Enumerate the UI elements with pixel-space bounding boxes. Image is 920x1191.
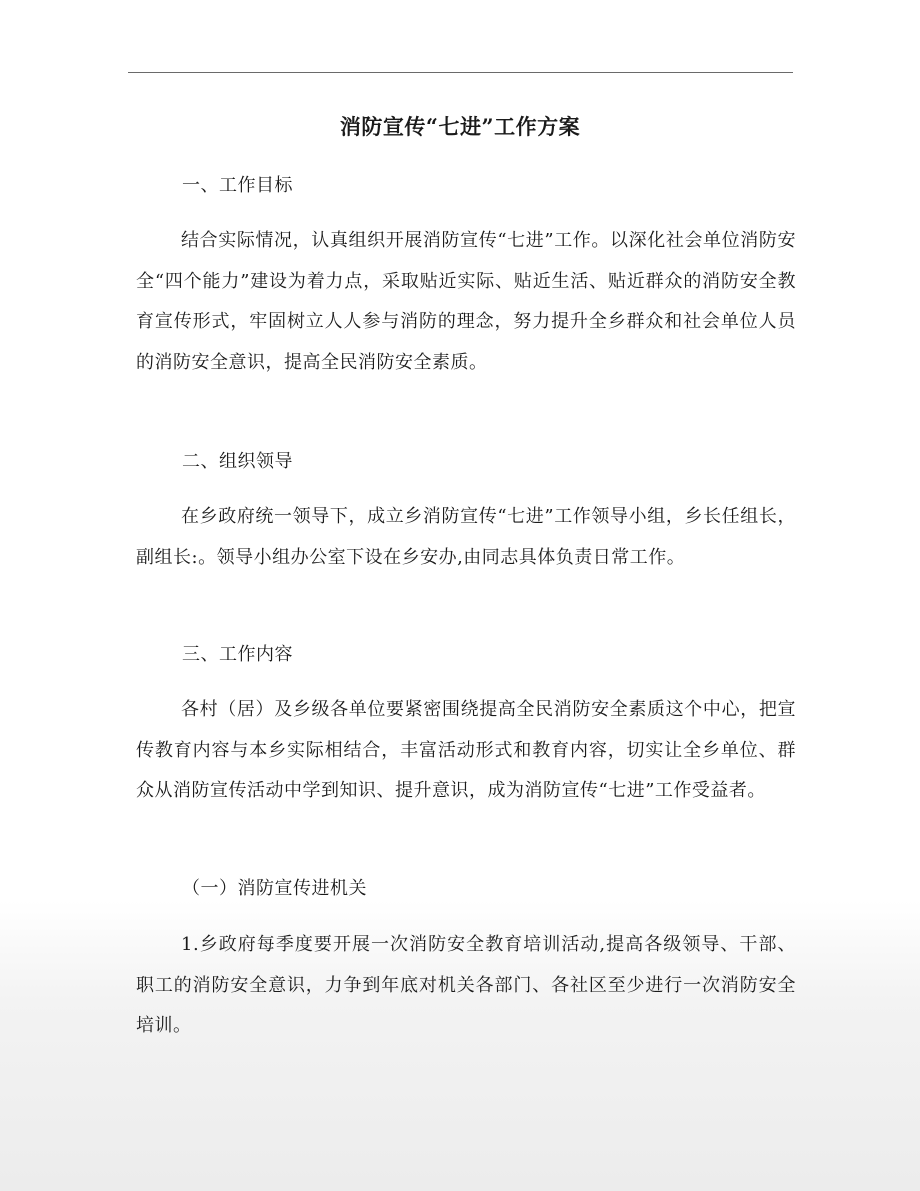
paragraph-goals: 结合实际情况，认真组织开展消防宣传“七进”工作。以深化社会单位消防安全“四个能力”建设为着力点，采取贴近实际、贴近生活、贴近群众的消防安全教育宣传形式，牢固树立人人参与消防的理念，努力提升全乡群众和社会单位人员的消防安全意识，提高全民消防安全素质。 [136,230,796,373]
paragraph-content: 各村（居）及乡级各单位要紧密围绕提高全民消防安全素质这个中心，把宣传教育内容与本乡实际相结合，丰富活动形式和教育内容，切实让全乡单位、群众从消防宣传活动中学到知识、提升意识，成为消防宣传“七进”工作受益者。 [136,699,796,801]
section-heading-goals: 一、工作目标 [182,175,293,196]
document-title: 消防宣传“七进”工作方案 [339,114,581,139]
header-rule [128,72,793,73]
paragraph-agencies: 1.乡政府每季度要开展一次消防安全教育培训活动,提高各级领导、干部、职工的消防安全意识，力争到年底对机关各部门、各社区至少进行一次消防安全培训。 [136,934,796,1036]
subsection-heading-agencies: （一）消防宣传进机关 [182,878,367,899]
section-heading-content: 三、工作内容 [182,644,293,665]
section-heading-leadership: 二、组织领导 [182,451,293,472]
paragraph-leadership: 在乡政府统一领导下，成立乡消防宣传“七进”工作领导小组，乡长任组长，副组长:。领导小组办公室下设在乡安办,由同志具体负责日常工作。 [136,506,796,568]
